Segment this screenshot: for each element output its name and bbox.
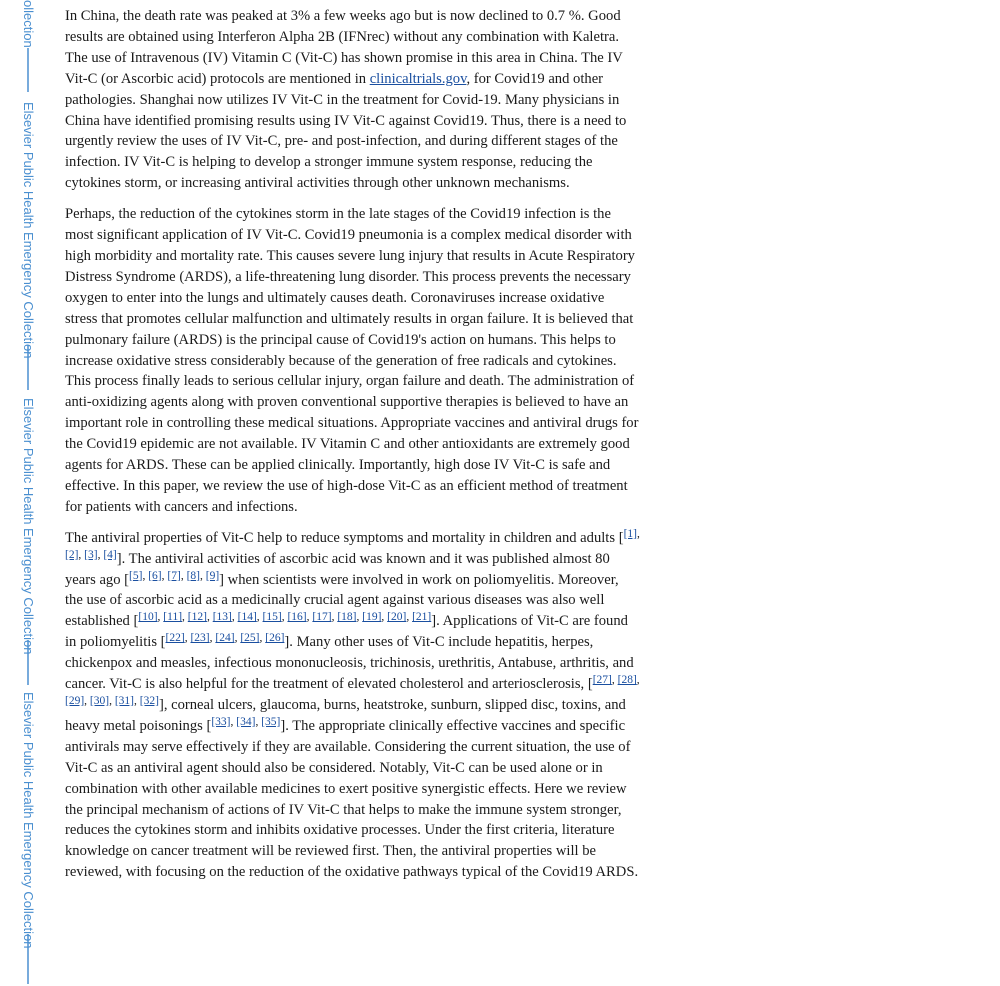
citation-link[interactable]: [12] xyxy=(187,611,207,624)
citation-group-3: [10], [11], [12], [13], [14], [15], [16], [17], [18], [19], [20], [21] xyxy=(138,611,432,624)
citation-link[interactable]: [32] xyxy=(139,695,159,707)
citation-link[interactable]: [33] xyxy=(211,715,231,728)
citation-link[interactable]: [30] xyxy=(89,695,110,707)
citation-link[interactable]: [31] xyxy=(114,695,135,707)
citation-link[interactable]: [24] xyxy=(215,632,235,645)
citation-group-6: [33], [34], [35] xyxy=(211,715,281,728)
citation-group-4: [22], [23], [24], [25], [26] xyxy=(165,632,285,645)
citation-link[interactable]: [27] xyxy=(592,674,612,687)
watermark-text-1: Elsevier Public Health Emergency Collection xyxy=(21,102,36,359)
citation-link[interactable]: [7] xyxy=(167,569,181,582)
citation-link[interactable]: [15] xyxy=(262,611,282,624)
clinicaltrials-link[interactable]: clinicaltrials.gov xyxy=(369,70,467,87)
citation-link[interactable]: [26] xyxy=(265,632,285,645)
citation-group-2: [5], [6], [7], [8], [9] xyxy=(129,569,220,582)
paragraph-3-text-5: . Many other uses of Vit-C include hepatitis, herpes, chickenpox and measles, infectious mononucleosis, trichinosis, urethritis, Antabuse, arthritis, and cancer. Vit-C is also helpful for the treatment of elevated cholesterol and arteriosclerosis, xyxy=(65,634,634,693)
watermark-text-0: ollection xyxy=(21,0,36,48)
citation-link[interactable]: [16] xyxy=(287,611,307,624)
citation-link[interactable]: [5] xyxy=(129,569,143,582)
citation-group-1: [1], [2], [3], [4] xyxy=(65,527,640,561)
paragraph-3-text-4: . Applications of Vit-C are found in poliomyelitis xyxy=(65,613,628,651)
citation-link[interactable]: [19] xyxy=(362,611,382,624)
citation-link[interactable]: [11] xyxy=(163,611,183,624)
citation-link[interactable]: [35] xyxy=(261,715,281,728)
paragraph-3-text-7: . The appropriate clinically effective vaccines and specific antivirals may serve effectively if they are available. Considering the current situation, the use of Vit-C as an antiviral agent should also be considered. Notably, Vit-C can be used alone or in combination with other available medicines to exert positive synergistic effects. Here we review the principal mechanism of actions of IV Vit-C that helps to make the immune system stronger, reduces the cytokines storm and inhibits oxidative processes. Under the first criteria, literature knowledge on cancer treatment will be reviewed first. Then, the antiviral properties will be reviewed, with focusing on the reduction of the oxidative pathways typical of the Covid19 ARDS. xyxy=(65,717,639,881)
citation-link[interactable]: [3] xyxy=(84,548,98,561)
paragraph-1 xyxy=(65,6,640,194)
paragraph-3-text-1: The antiviral properties of Vit-C help to reduce symptoms and mortality in children and adults xyxy=(65,529,619,546)
citation-link[interactable]: [21] xyxy=(412,611,432,624)
citation-link[interactable]: [28] xyxy=(617,674,637,687)
citation-link[interactable]: [23] xyxy=(190,632,210,645)
watermark-text-3: Elsevier Public Health Emergency Collection xyxy=(21,692,36,949)
watermark-text-2: Elsevier Public Health Emergency Collection xyxy=(21,398,36,655)
citation-link[interactable]: [22] xyxy=(165,632,185,645)
collection-watermark xyxy=(18,0,38,986)
watermark-svg xyxy=(18,0,38,986)
citation-link[interactable]: [1] xyxy=(623,527,637,540)
citation-link[interactable]: [29] xyxy=(65,695,85,707)
citation-link[interactable]: [25] xyxy=(240,632,260,645)
paragraph-3-text-6: , corneal ulcers, glaucoma, burns, heatstroke, sunburn, slipped disc, toxins, and heavy metal poisonings xyxy=(65,697,626,734)
citation-link[interactable]: [20] xyxy=(387,611,407,624)
paragraph-3-text-2: . The antiviral activities of ascorbic acid was known and it was published almost 80 years ago xyxy=(65,550,610,588)
citation-link[interactable]: [17] xyxy=(312,611,332,624)
article-body xyxy=(65,6,640,893)
citation-link[interactable]: [6] xyxy=(148,569,162,582)
citation-link[interactable]: [4] xyxy=(103,548,117,561)
citation-link[interactable]: [14] xyxy=(237,611,257,624)
citation-link[interactable]: [2] xyxy=(65,548,79,561)
citation-link[interactable]: [10] xyxy=(138,611,158,624)
paragraph-3-text-3: when scientists were involved in work on poliomyelitis. Moreover, the use of ascorbic acid as a medicinally crucial agent against various diseases was also well established xyxy=(65,571,619,630)
citation-group-5: [27], [28], [29], [30], [31], [32] xyxy=(65,674,640,707)
citation-link[interactable]: [13] xyxy=(212,611,232,624)
paragraph-1-text-b: , for Covid19 and other pathologies. Shanghai now utilizes IV Vit-C in the treatment for Covid-19. Many physicians in China have identified promising results using IV Vit-C against Covid19. Thus, there is a need to urgently review the uses of IV Vit-C, pre- and post-infection, and during different stages of the infection. IV Vit-C is helping to develop a stronger immune system response, reducing the cytokines storm, or increasing antiviral activities through other unknown mechanisms. xyxy=(65,70,627,192)
citation-link[interactable]: [8] xyxy=(186,569,200,582)
citation-link[interactable]: [9] xyxy=(205,569,220,582)
paragraph-2-text: Perhaps, the reduction of the cytokines storm in the late stages of the Covid19 infection is the most significant application of IV Vit-C. Covid19 pneumonia is a complex medical disorder with high morbidity and mortality rate. This causes severe lung injury that results in Acute Respiratory Distress Syndrome (ARDS), a life-threatening lung disorder. This process prevents the necessary oxygen to enter into the lungs and ultimately causes death. Coronaviruses increase oxidative stress that promotes cellular malfunction and ultimately results in organ failure. It is believed that pulmonary failure (ARDS) is the principal cause of Covid19's action on humans. This helps to increase oxidative stress considerably because of the generation of free radicals and cytokines. This process finally leads to serious cellular injury, organ failure and death. The administration of anti-oxidizing agents along with proven conventional supportive therapies is believed to have an important role in controlling these medical situations. Appropriate vaccines and antiviral drugs for the Covid19 epidemic are not available. IV Vitamin C and other antioxidants are extremely good agents for ARDS. These can be applied clinically. Importantly, high dose IV Vit-C is safe and effective. In this paper, we review the use of high-dose Vit-C as an efficient method of treatment for patients with cancers and infections. xyxy=(65,206,639,515)
paragraph-2 xyxy=(65,204,640,518)
citation-link[interactable]: [18] xyxy=(337,611,357,624)
citation-link[interactable]: [34] xyxy=(236,715,256,728)
paragraph-3: The antiviral properties of Vit-C help to reduce symptoms and mortality in children and adults [[1], [2], [3], [4]]. The antiviral activities of ascorbic acid was known and it was published almost 80 years ago [[5], [6], [7], [8], [9]] when scientists were involved in work on poliomyelitis. Moreover, the use of ascorbic acid as a medicinally crucial agent against various diseases was also well established [[10], [11], [12], [13], [14], [15], [16], [17], [18], [19], [20], [21]]. Applications of Vit-C are found in poliomyelitis [[22], [23], [24], [25], [26]]. Many other uses of Vit-C include hepatitis, herpes, chickenpox and measles, infectious mononucleosis, trichinosis, urethritis, Antabuse, arthritis, and cancer. Vit-C is also helpful for the treatment of elevated cholesterol and arteriosclerosis, [[27], [28], [29], [30], [31], [32]], corneal ulcers, glaucoma, burns, heatstroke, sunburn, slipped disc, toxins, and heavy metal poisonings [[33], [34], [35]]. The appropriate clinically effective vaccines and specific antivirals may serve effectively if they are available. Considering the current situation, the use of Vit-C as an antiviral agent should also be considered. Notably, Vit-C can be used alone or in combination with other available medicines to exert positive synergistic effects. Here we review the principal mechanism of actions of IV Vit-C that helps to make the immune system stronger, reduces the cytokines storm and inhibits oxidative processes. Under the first criteria, literature knowledge on cancer treatment will be reviewed first. Then, the antiviral properties will be reviewed, with focusing on the reduction of the oxidative pathways typical of the Covid19 ARDS. xyxy=(65,527,640,881)
paragraph-1-text-a: In China, the death rate was peaked at 3% a few weeks ago but is now declined to 0.7 %. Good results are obtained using Interferon Alpha 2B (IFNrec) without any combination with Kaletra. The use of Intravenous (IV) Vitamin C (Vit-C) has shown promise in this area in China. The IV Vit-C (or Ascorbic acid) protocols are mentioned in xyxy=(65,8,623,87)
